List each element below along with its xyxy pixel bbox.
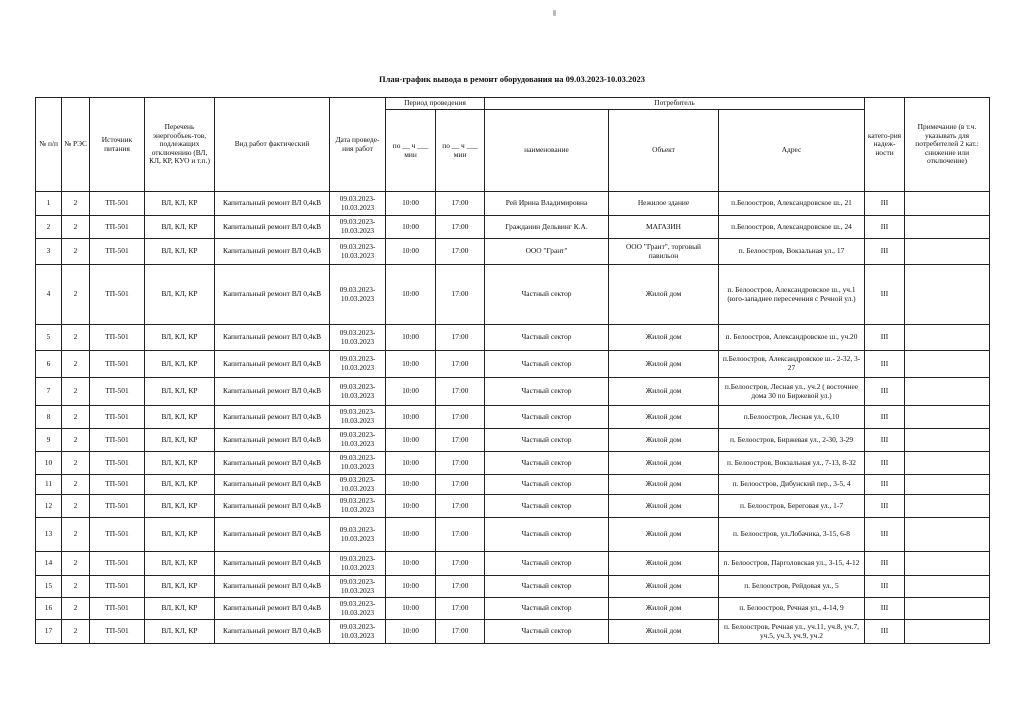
row-date: 09.03.2023-10.03.2023 bbox=[330, 239, 386, 265]
row-work-type: Капитальный ремонт ВЛ 0,4кВ bbox=[215, 576, 330, 598]
row-work-type: Капитальный ремонт ВЛ 0,4кВ bbox=[215, 598, 330, 620]
row-consumer-address: п. Белоостров, Вокзальная ул., 7-13, 8-32 bbox=[719, 452, 865, 475]
row-work-type: Капитальный ремонт ВЛ 0,4кВ bbox=[215, 620, 330, 644]
row-number: 15 bbox=[36, 576, 62, 598]
row-time-to: 17:00 bbox=[436, 325, 485, 351]
table-row bbox=[36, 452, 990, 475]
header-to: по __ ч ___ мин bbox=[436, 110, 485, 192]
row-date: 09.03.2023-10.03.2023 bbox=[330, 475, 386, 495]
row-number: 7 bbox=[36, 378, 62, 406]
row-consumer-name: Частный сектор bbox=[485, 475, 609, 495]
row-consumer-object: Жилой дом bbox=[609, 406, 719, 429]
table-row bbox=[36, 552, 990, 576]
row-consumer-object: Жилой дом bbox=[609, 452, 719, 475]
row-work-type: Капитальный ремонт ВЛ 0,4кВ bbox=[215, 192, 330, 216]
row-object-list: ВЛ, КЛ, КР bbox=[145, 452, 215, 475]
row-res: 2 bbox=[62, 620, 90, 644]
row-consumer-object: ООО "Грант", торговый павильон bbox=[609, 239, 719, 265]
row-object-list: ВЛ, КЛ, КР bbox=[145, 620, 215, 644]
schedule-table bbox=[35, 97, 990, 644]
header-period: Период проведения bbox=[386, 98, 485, 110]
row-object-list: ВЛ, КЛ, КР bbox=[145, 192, 215, 216]
row-number: 13 bbox=[36, 518, 62, 552]
row-res: 2 bbox=[62, 429, 90, 452]
row-date: 09.03.2023-10.03.2023 bbox=[330, 192, 386, 216]
row-source: ТП-501 bbox=[90, 351, 145, 378]
row-category: III bbox=[865, 475, 905, 495]
row-consumer-address: п.Белоостров, Александровское ш., 21 bbox=[719, 192, 865, 216]
row-date: 09.03.2023-10.03.2023 bbox=[330, 265, 386, 325]
row-consumer-object: Жилой дом bbox=[609, 378, 719, 406]
row-note bbox=[905, 518, 990, 552]
header-object-list: Перечень энергообъек-тов, подлежащих отключению (ВЛ, КЛ, КР, КУО и т.п.) bbox=[145, 98, 215, 192]
row-category: III bbox=[865, 598, 905, 620]
row-consumer-name: Частный сектор bbox=[485, 406, 609, 429]
row-source: ТП-501 bbox=[90, 192, 145, 216]
row-number: 9 bbox=[36, 429, 62, 452]
header-res: № РЭС bbox=[62, 98, 90, 192]
row-category: III bbox=[865, 216, 905, 239]
row-source: ТП-501 bbox=[90, 518, 145, 552]
header-work-type: Вид работ фактический bbox=[215, 98, 330, 192]
row-consumer-address: п. Белоостров, Вокзальная ул., 17 bbox=[719, 239, 865, 265]
row-consumer-address: п. Белоостров, Александровское ш., уч.1 (юго-западнее пересечения с Речной ул.) bbox=[719, 265, 865, 325]
row-time-to: 17:00 bbox=[436, 351, 485, 378]
row-object-list: ВЛ, КЛ, КР bbox=[145, 552, 215, 576]
row-work-type: Капитальный ремонт ВЛ 0,4кВ bbox=[215, 495, 330, 518]
row-time-to: 17:00 bbox=[436, 475, 485, 495]
row-res: 2 bbox=[62, 265, 90, 325]
row-consumer-name: Частный сектор bbox=[485, 429, 609, 452]
row-consumer-address: п. Белоостров, Александровское ш., уч.20 bbox=[719, 325, 865, 351]
row-source: ТП-501 bbox=[90, 452, 145, 475]
row-note bbox=[905, 239, 990, 265]
row-source: ТП-501 bbox=[90, 378, 145, 406]
row-work-type: Капитальный ремонт ВЛ 0,4кВ bbox=[215, 351, 330, 378]
row-consumer-object: Нежилое здание bbox=[609, 192, 719, 216]
header-source: Источник питания bbox=[90, 98, 145, 192]
row-object-list: ВЛ, КЛ, КР bbox=[145, 239, 215, 265]
header-consumer-name: наименование bbox=[485, 110, 609, 192]
header-note: Примечание (в т.ч. указывать для потребителей 2 кат.: снижение или отключение) bbox=[905, 98, 990, 192]
row-number: 17 bbox=[36, 620, 62, 644]
row-object-list: ВЛ, КЛ, КР bbox=[145, 495, 215, 518]
row-date: 09.03.2023-10.03.2023 bbox=[330, 351, 386, 378]
row-consumer-object: Жилой дом bbox=[609, 351, 719, 378]
row-time-from: 10:00 bbox=[386, 620, 436, 644]
row-time-to: 17:00 bbox=[436, 192, 485, 216]
row-time-from: 10:00 bbox=[386, 598, 436, 620]
row-res: 2 bbox=[62, 351, 90, 378]
row-consumer-object: Жилой дом bbox=[609, 265, 719, 325]
row-consumer-address: п. Белоостров, Речная ул., 4-14, 9 bbox=[719, 598, 865, 620]
row-number: 11 bbox=[36, 475, 62, 495]
row-date: 09.03.2023-10.03.2023 bbox=[330, 325, 386, 351]
row-consumer-name: Рей Ирина Владимировна bbox=[485, 192, 609, 216]
row-time-to: 17:00 bbox=[436, 452, 485, 475]
row-note bbox=[905, 265, 990, 325]
row-time-to: 17:00 bbox=[436, 216, 485, 239]
row-date: 09.03.2023-10.03.2023 bbox=[330, 576, 386, 598]
row-note bbox=[905, 192, 990, 216]
header-category: катего-рия надеж-ности bbox=[865, 98, 905, 192]
row-source: ТП-501 bbox=[90, 620, 145, 644]
row-number: 6 bbox=[36, 351, 62, 378]
row-note bbox=[905, 495, 990, 518]
row-number: 12 bbox=[36, 495, 62, 518]
row-time-from: 10:00 bbox=[386, 576, 436, 598]
scan-mark bbox=[553, 10, 556, 16]
row-number: 5 bbox=[36, 325, 62, 351]
row-res: 2 bbox=[62, 452, 90, 475]
row-number: 3 bbox=[36, 239, 62, 265]
row-time-to: 17:00 bbox=[436, 495, 485, 518]
row-time-from: 10:00 bbox=[386, 378, 436, 406]
row-object-list: ВЛ, КЛ, КР bbox=[145, 406, 215, 429]
row-source: ТП-501 bbox=[90, 475, 145, 495]
row-time-to: 17:00 bbox=[436, 429, 485, 452]
row-time-from: 10:00 bbox=[386, 429, 436, 452]
row-work-type: Капитальный ремонт ВЛ 0,4кВ bbox=[215, 265, 330, 325]
row-category: III bbox=[865, 406, 905, 429]
row-date: 09.03.2023-10.03.2023 bbox=[330, 620, 386, 644]
row-time-to: 17:00 bbox=[436, 406, 485, 429]
table-row bbox=[36, 495, 990, 518]
row-consumer-address: п. Белоостров, Парголовская ул., 3-15, 4-12 bbox=[719, 552, 865, 576]
table-row bbox=[36, 239, 990, 265]
row-res: 2 bbox=[62, 598, 90, 620]
header-num: № п/п bbox=[36, 98, 62, 192]
row-work-type: Капитальный ремонт ВЛ 0,4кВ bbox=[215, 475, 330, 495]
header-from: по __ ч ___ мин bbox=[386, 110, 436, 192]
row-res: 2 bbox=[62, 552, 90, 576]
table-row bbox=[36, 475, 990, 495]
row-time-to: 17:00 bbox=[436, 620, 485, 644]
row-category: III bbox=[865, 325, 905, 351]
row-note bbox=[905, 552, 990, 576]
row-object-list: ВЛ, КЛ, КР bbox=[145, 429, 215, 452]
table-row bbox=[36, 216, 990, 239]
row-object-list: ВЛ, КЛ, КР bbox=[145, 216, 215, 239]
row-note bbox=[905, 598, 990, 620]
row-note bbox=[905, 406, 990, 429]
row-consumer-name: Частный сектор bbox=[485, 265, 609, 325]
row-consumer-name: Частный сектор bbox=[485, 552, 609, 576]
row-time-to: 17:00 bbox=[436, 239, 485, 265]
row-time-from: 10:00 bbox=[386, 475, 436, 495]
row-work-type: Капитальный ремонт ВЛ 0,4кВ bbox=[215, 429, 330, 452]
row-number: 8 bbox=[36, 406, 62, 429]
row-object-list: ВЛ, КЛ, КР bbox=[145, 576, 215, 598]
row-work-type: Капитальный ремонт ВЛ 0,4кВ bbox=[215, 406, 330, 429]
row-res: 2 bbox=[62, 518, 90, 552]
row-source: ТП-501 bbox=[90, 325, 145, 351]
row-res: 2 bbox=[62, 406, 90, 429]
row-consumer-name: Частный сектор bbox=[485, 495, 609, 518]
row-date: 09.03.2023-10.03.2023 bbox=[330, 429, 386, 452]
row-date: 09.03.2023-10.03.2023 bbox=[330, 378, 386, 406]
row-time-from: 10:00 bbox=[386, 495, 436, 518]
row-number: 14 bbox=[36, 552, 62, 576]
page-title: План-график вывода в ремонт оборудования на 09.03.2023-10.03.2023 bbox=[378, 74, 646, 84]
row-category: III bbox=[865, 351, 905, 378]
row-time-to: 17:00 bbox=[436, 598, 485, 620]
row-time-from: 10:00 bbox=[386, 406, 436, 429]
row-consumer-address: п.Белоостров, Лесная ул., уч.2 ( восточнее дома 30 по Биржевой ул.) bbox=[719, 378, 865, 406]
row-res: 2 bbox=[62, 216, 90, 239]
row-note bbox=[905, 475, 990, 495]
table-row bbox=[36, 620, 990, 644]
row-consumer-address: п.Белоостров, Александровское ш., 24 bbox=[719, 216, 865, 239]
row-source: ТП-501 bbox=[90, 406, 145, 429]
row-consumer-object: МАГАЗИН bbox=[609, 216, 719, 239]
row-work-type: Капитальный ремонт ВЛ 0,4кВ bbox=[215, 452, 330, 475]
table-row bbox=[36, 406, 990, 429]
row-consumer-name: Частный сектор bbox=[485, 518, 609, 552]
row-source: ТП-501 bbox=[90, 216, 145, 239]
row-category: III bbox=[865, 620, 905, 644]
table-row bbox=[36, 576, 990, 598]
row-res: 2 bbox=[62, 192, 90, 216]
row-work-type: Капитальный ремонт ВЛ 0,4кВ bbox=[215, 378, 330, 406]
row-consumer-object: Жилой дом bbox=[609, 576, 719, 598]
header-consumer-address: Адрес bbox=[719, 110, 865, 192]
row-res: 2 bbox=[62, 239, 90, 265]
row-date: 09.03.2023-10.03.2023 bbox=[330, 518, 386, 552]
row-consumer-address: п. Белоостров, ул.Лобачика, 3-15, 6-8 bbox=[719, 518, 865, 552]
row-number: 4 bbox=[36, 265, 62, 325]
table-body bbox=[36, 192, 990, 644]
row-number: 16 bbox=[36, 598, 62, 620]
row-work-type: Капитальный ремонт ВЛ 0,4кВ bbox=[215, 239, 330, 265]
row-category: III bbox=[865, 552, 905, 576]
row-consumer-address: п. Белоостров, Биржевая ул., 2-30, 3-29 bbox=[719, 429, 865, 452]
row-time-to: 17:00 bbox=[436, 552, 485, 576]
row-time-from: 10:00 bbox=[386, 518, 436, 552]
row-res: 2 bbox=[62, 475, 90, 495]
row-note bbox=[905, 576, 990, 598]
row-number: 2 bbox=[36, 216, 62, 239]
row-consumer-name: Частный сектор bbox=[485, 351, 609, 378]
row-consumer-address: п. Белоостров, Береговая ул., 1-7 bbox=[719, 495, 865, 518]
row-time-to: 17:00 bbox=[436, 576, 485, 598]
row-consumer-name: Частный сектор bbox=[485, 598, 609, 620]
row-consumer-name: Частный сектор bbox=[485, 620, 609, 644]
row-consumer-object: Жилой дом bbox=[609, 598, 719, 620]
row-time-from: 10:00 bbox=[386, 216, 436, 239]
row-time-from: 10:00 bbox=[386, 452, 436, 475]
row-note bbox=[905, 429, 990, 452]
row-consumer-name: Частный сектор bbox=[485, 378, 609, 406]
row-res: 2 bbox=[62, 378, 90, 406]
header-consumer: Потребитель bbox=[485, 98, 865, 110]
row-note bbox=[905, 452, 990, 475]
row-consumer-name: Гражданин Дельвинг К.А. bbox=[485, 216, 609, 239]
row-object-list: ВЛ, КЛ, КР bbox=[145, 325, 215, 351]
row-category: III bbox=[865, 576, 905, 598]
row-time-from: 10:00 bbox=[386, 265, 436, 325]
table-row bbox=[36, 192, 990, 216]
row-category: III bbox=[865, 429, 905, 452]
row-res: 2 bbox=[62, 495, 90, 518]
row-consumer-object: Жилой дом bbox=[609, 552, 719, 576]
row-source: ТП-501 bbox=[90, 265, 145, 325]
table-row bbox=[36, 265, 990, 325]
row-object-list: ВЛ, КЛ, КР bbox=[145, 475, 215, 495]
row-object-list: ВЛ, КЛ, КР bbox=[145, 518, 215, 552]
row-date: 09.03.2023-10.03.2023 bbox=[330, 495, 386, 518]
row-category: III bbox=[865, 495, 905, 518]
row-time-from: 10:00 bbox=[386, 351, 436, 378]
row-object-list: ВЛ, КЛ, КР bbox=[145, 351, 215, 378]
header-date: Дата проведе-ния работ bbox=[330, 98, 386, 192]
table-row bbox=[36, 351, 990, 378]
row-time-from: 10:00 bbox=[386, 325, 436, 351]
row-date: 09.03.2023-10.03.2023 bbox=[330, 216, 386, 239]
header-consumer-object: Объект bbox=[609, 110, 719, 192]
row-res: 2 bbox=[62, 576, 90, 598]
row-consumer-name: Частный сектор bbox=[485, 576, 609, 598]
row-source: ТП-501 bbox=[90, 552, 145, 576]
row-source: ТП-501 bbox=[90, 429, 145, 452]
row-consumer-address: п.Белоостров, Лесная ул., 6,10 bbox=[719, 406, 865, 429]
row-date: 09.03.2023-10.03.2023 bbox=[330, 598, 386, 620]
row-consumer-object: Жилой дом bbox=[609, 620, 719, 644]
row-work-type: Капитальный ремонт ВЛ 0,4кВ bbox=[215, 552, 330, 576]
row-time-to: 17:00 bbox=[436, 265, 485, 325]
row-date: 09.03.2023-10.03.2023 bbox=[330, 552, 386, 576]
row-number: 10 bbox=[36, 452, 62, 475]
row-consumer-object: Жилой дом bbox=[609, 429, 719, 452]
table-row bbox=[36, 429, 990, 452]
table-row bbox=[36, 518, 990, 552]
row-consumer-name: Частный сектор bbox=[485, 325, 609, 351]
row-time-from: 10:00 bbox=[386, 239, 436, 265]
row-source: ТП-501 bbox=[90, 598, 145, 620]
row-category: III bbox=[865, 265, 905, 325]
row-note bbox=[905, 620, 990, 644]
row-consumer-address: п. Белоостров, Речная ул., уч.11, уч.8, уч.7, уч.5, уч.3, уч.9, уч.2 bbox=[719, 620, 865, 644]
row-consumer-object: Жилой дом bbox=[609, 325, 719, 351]
row-consumer-address: п. Белоостров, Рейдовая ул., 5 bbox=[719, 576, 865, 598]
row-note bbox=[905, 325, 990, 351]
table-row bbox=[36, 325, 990, 351]
row-category: III bbox=[865, 378, 905, 406]
row-date: 09.03.2023-10.03.2023 bbox=[330, 452, 386, 475]
row-work-type: Капитальный ремонт ВЛ 0,4кВ bbox=[215, 325, 330, 351]
row-note bbox=[905, 378, 990, 406]
row-category: III bbox=[865, 518, 905, 552]
row-source: ТП-501 bbox=[90, 576, 145, 598]
table-row bbox=[36, 378, 990, 406]
row-time-to: 17:00 bbox=[436, 378, 485, 406]
row-consumer-name: Частный сектор bbox=[485, 452, 609, 475]
row-object-list: ВЛ, КЛ, КР bbox=[145, 598, 215, 620]
row-consumer-name: ООО "Грант" bbox=[485, 239, 609, 265]
row-note bbox=[905, 351, 990, 378]
row-consumer-object: Жилой дом bbox=[609, 495, 719, 518]
row-work-type: Капитальный ремонт ВЛ 0,4кВ bbox=[215, 518, 330, 552]
row-consumer-address: п. Белоостров, Дибунский пер., 3-5, 4 bbox=[719, 475, 865, 495]
row-source: ТП-501 bbox=[90, 495, 145, 518]
row-category: III bbox=[865, 192, 905, 216]
row-work-type: Капитальный ремонт ВЛ 0,4кВ bbox=[215, 216, 330, 239]
row-res: 2 bbox=[62, 325, 90, 351]
row-consumer-address: п.Белоостров, Александровское ш.- 2-32, 3-27 bbox=[719, 351, 865, 378]
table-row bbox=[36, 598, 990, 620]
row-consumer-object: Жилой дом bbox=[609, 475, 719, 495]
row-time-from: 10:00 bbox=[386, 552, 436, 576]
row-time-from: 10:00 bbox=[386, 192, 436, 216]
row-note bbox=[905, 216, 990, 239]
row-number: 1 bbox=[36, 192, 62, 216]
row-date: 09.03.2023-10.03.2023 bbox=[330, 406, 386, 429]
row-time-to: 17:00 bbox=[436, 518, 485, 552]
row-object-list: ВЛ, КЛ, КР bbox=[145, 378, 215, 406]
row-source: ТП-501 bbox=[90, 239, 145, 265]
row-object-list: ВЛ, КЛ, КР bbox=[145, 265, 215, 325]
row-category: III bbox=[865, 239, 905, 265]
row-category: III bbox=[865, 452, 905, 475]
row-consumer-object: Жилой дом bbox=[609, 518, 719, 552]
